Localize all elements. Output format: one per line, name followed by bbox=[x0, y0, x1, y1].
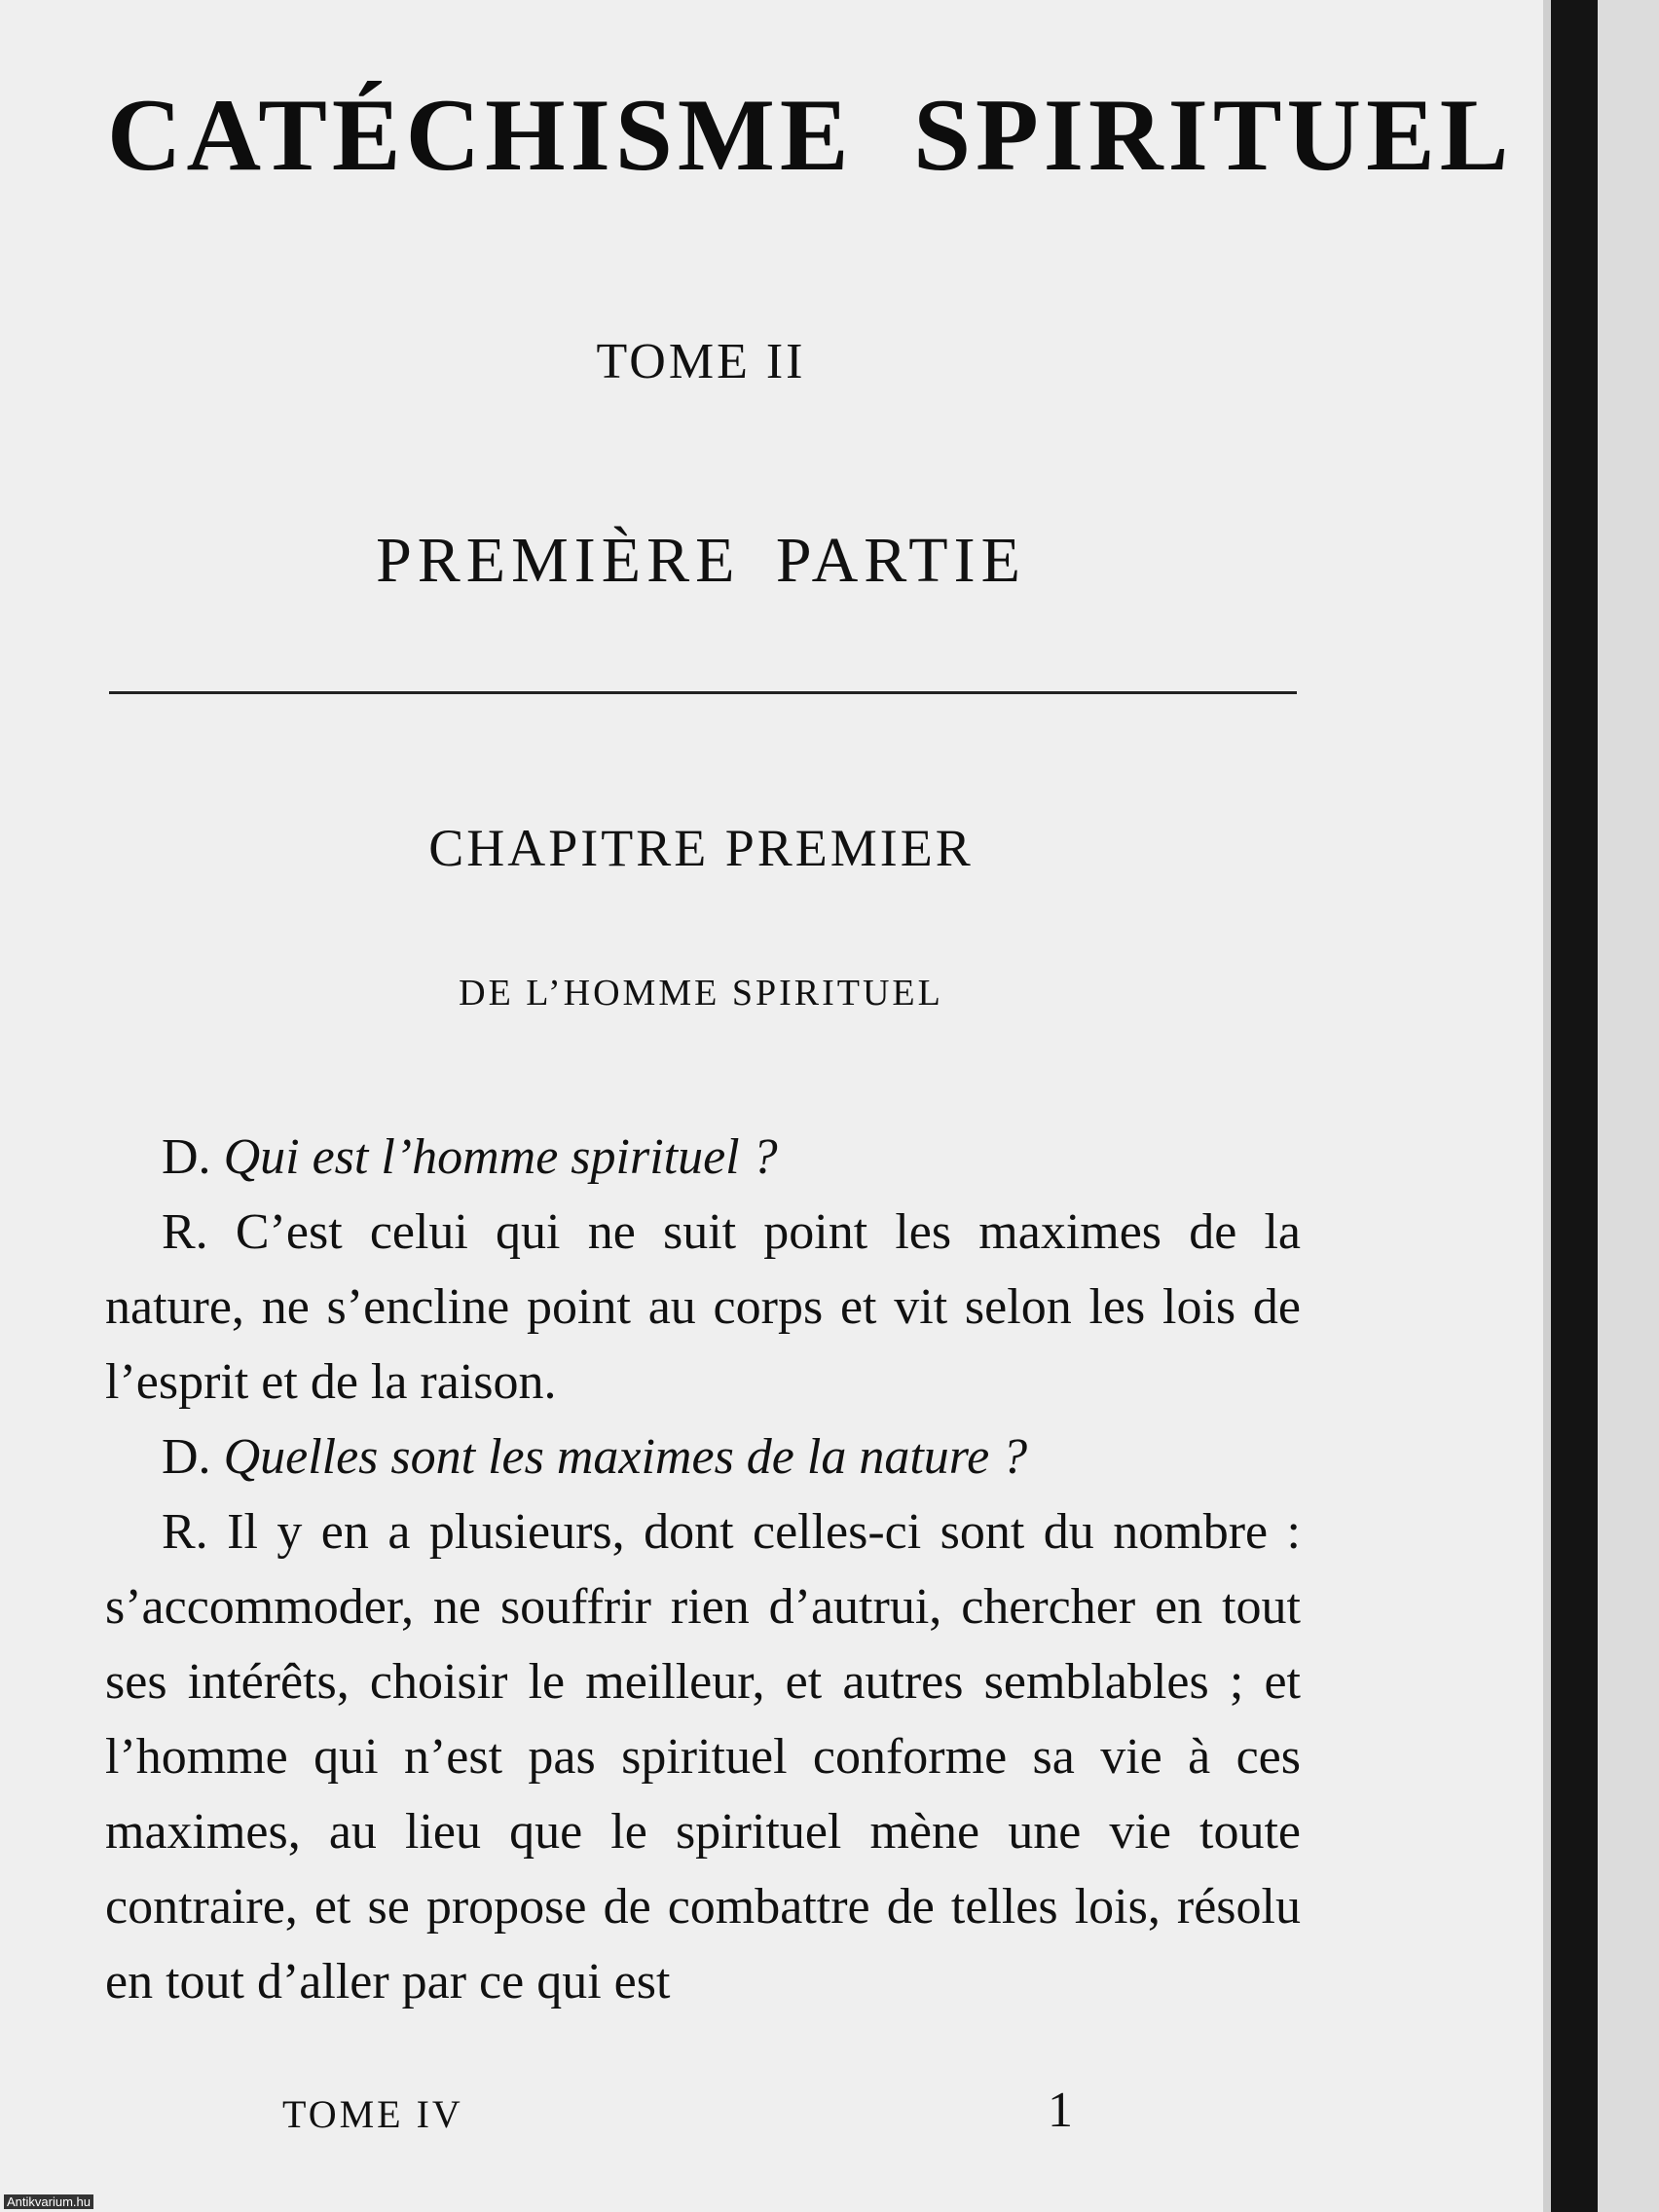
answer-marker: R. bbox=[162, 1504, 208, 1560]
part-heading: PREMIÈRE PARTIE bbox=[376, 525, 1026, 596]
question-marker: D. bbox=[162, 1129, 211, 1185]
book-spine bbox=[1551, 0, 1598, 2212]
answer-paragraph bbox=[105, 1494, 1301, 2019]
page-number: 1 bbox=[1048, 2083, 1073, 2138]
answer-text: Il y en a plusieurs, dont celles-ci sont du nombre : s’accommoder, ne souffrir rien d’autrui, chercher en tout ses intérêts, choisir le meilleur, et autres semblables ; et l’homme qui n’est pas spirituel conforme sa vie à ces maximes, au lieu que le spirituel mène une vie toute contraire, et se propose de combattre de telles lois, résolu en tout d’aller par ce qui est bbox=[105, 1504, 1301, 2009]
question-marker: D. bbox=[162, 1429, 211, 1485]
question-text: Quelles sont les maximes de la nature ? bbox=[223, 1429, 1028, 1485]
body-text bbox=[105, 1120, 1301, 2019]
question-paragraph bbox=[105, 1419, 1301, 1494]
answer-marker: R. bbox=[162, 1204, 208, 1260]
answer-paragraph bbox=[105, 1195, 1301, 1419]
answer-text: C’est celui qui ne suit point les maximes de la nature, ne s’encline point au corps et vit selon les lois de l’esprit et de la raison. bbox=[105, 1204, 1302, 1410]
signature-mark: TOME IV bbox=[282, 2092, 463, 2136]
watermark: Antikvarium.hu bbox=[4, 2194, 93, 2209]
question-text: Qui est l’homme spirituel ? bbox=[223, 1129, 778, 1185]
page-edge bbox=[1543, 0, 1551, 2212]
chapter-subtitle: DE L’HOMME SPIRITUEL bbox=[459, 973, 943, 1014]
chapter-heading: CHAPITRE PREMIER bbox=[428, 819, 974, 877]
spine-cloth bbox=[1598, 0, 1659, 2212]
tome-heading: TOME II bbox=[596, 334, 806, 389]
horizontal-rule bbox=[109, 691, 1297, 694]
question-paragraph bbox=[105, 1120, 1301, 1195]
book-title: CATÉCHISME SPIRITUEL bbox=[107, 78, 1514, 192]
